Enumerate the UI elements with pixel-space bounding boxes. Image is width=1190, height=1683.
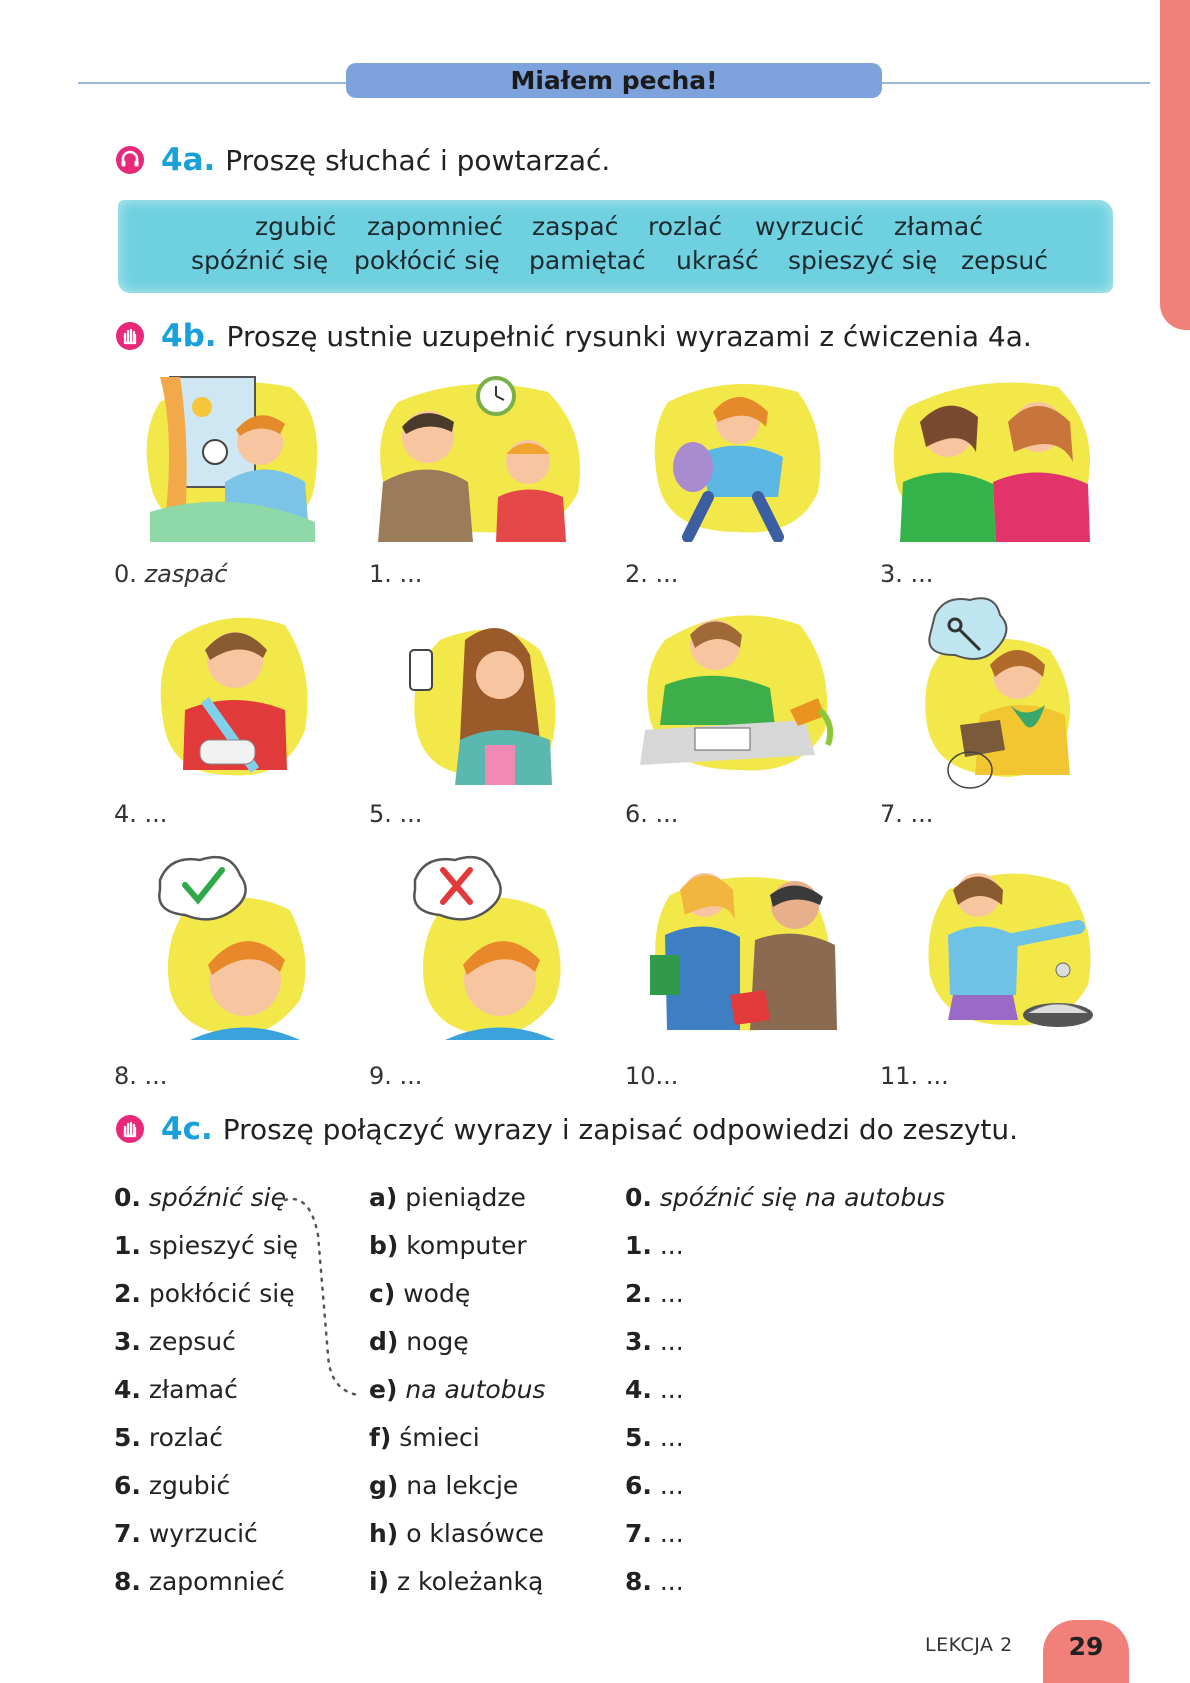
picture-steal [645,855,840,1040]
caption-6: 6. ... [625,800,679,828]
word-bank-item: wyrzucić [755,212,864,241]
picture-spill [640,600,845,785]
match-middle-item: i) z koleżanką [369,1567,544,1596]
match-middle-item: e) na autobus [369,1375,546,1404]
match-middle-item: d) nogę [369,1327,469,1356]
page-title: Miałem pecha! [346,63,882,98]
picture-oversleep [140,372,330,542]
word-bank-item: spóźnić się [191,246,329,275]
match-middle-item: b) komputer [369,1231,527,1260]
match-middle-item: g) na lekcje [369,1471,519,1500]
word-bank-item: pokłócić się [354,246,500,275]
hand-icon [115,321,145,351]
match-left-item: 7. wyrzucić [114,1519,258,1548]
exercise-4c-heading: 4c. Proszę połączyć wyrazy i zapisać odpowiedzi do zeszytu. [115,1111,1018,1147]
picture-not-remember [405,850,570,1040]
picture-hurry [648,372,828,542]
match-answer-item: 3. ... [625,1327,684,1356]
picture-quarrel [888,372,1103,542]
word-bank-item: złamać [894,212,983,241]
match-answer-item: 8. ... [625,1567,684,1596]
caption-10: 10... [625,1062,679,1090]
picture-remember [150,850,315,1040]
hand-icon [115,1114,145,1144]
match-middle-item: h) o klasówce [369,1519,545,1548]
caption-4: 4. ... [114,800,168,828]
exercise-4a-heading: 4a. Proszę słuchać i powtarzać. [115,142,610,178]
caption-1: 1. ... [369,560,423,588]
match-answer-item: 4. ... [625,1375,684,1404]
edge-tab [1160,0,1190,330]
match-answer-item: 5. ... [625,1423,684,1452]
caption-11: 11. ... [880,1062,949,1090]
word-bank-item: spieszyć się [788,246,938,275]
exercise-4b-heading: 4b. Proszę ustnie uzupełnić rysunki wyrazami z ćwiczenia 4a. [115,318,1032,354]
picture-broken-arm [155,600,315,785]
picture-girl-phone [400,610,565,785]
caption-5: 5. ... [369,800,423,828]
match-left-item: 3. zepsuć [114,1327,236,1356]
match-left-item: 5. rozlać [114,1423,224,1452]
picture-forget [368,372,598,542]
picture-lost-keys [905,595,1080,790]
headphones-icon [115,145,145,175]
match-left-item: 6. zgubić [114,1471,231,1500]
lesson-label: LEKCJA 2 [925,1634,1013,1656]
match-middle-item: a) pieniądze [369,1183,526,1212]
caption-9: 9. ... [369,1062,423,1090]
match-left-item: 2. pokłócić się [114,1279,295,1308]
word-bank-item: zgubić [255,212,337,241]
caption-0: 0. zaspać [114,560,228,588]
caption-3: 3. ... [880,560,934,588]
word-bank-item: rozlać [648,212,723,241]
caption-8: 8. ... [114,1062,168,1090]
caption-7: 7. ... [880,800,934,828]
match-answer-item: 0. spóźnić się na autobus [625,1183,946,1212]
match-left-item: 0. spóźnić się [114,1183,287,1212]
picture-throw-away [918,855,1103,1040]
page-number: 29 [1043,1620,1129,1683]
match-left-item: 4. złamać [114,1375,238,1404]
match-middle-item: c) wodę [369,1279,471,1308]
word-bank-item: zaspać [532,212,619,241]
word-bank [118,200,1113,293]
word-bank-item: ukraść [676,246,759,275]
match-answer-item: 2. ... [625,1279,684,1308]
caption-2: 2. ... [625,560,679,588]
match-middle-item: f) śmieci [369,1423,480,1452]
word-bank-item: pamiętać [529,246,646,275]
match-left-item: 1. spieszyć się [114,1231,299,1260]
word-bank-item: zepsuć [961,246,1048,275]
word-bank-item: zapomnieć [367,212,503,241]
match-answer-item: 1. ... [625,1231,684,1260]
match-answer-item: 7. ... [625,1519,684,1548]
match-answer-item: 6. ... [625,1471,684,1500]
match-left-item: 8. zapomnieć [114,1567,285,1596]
